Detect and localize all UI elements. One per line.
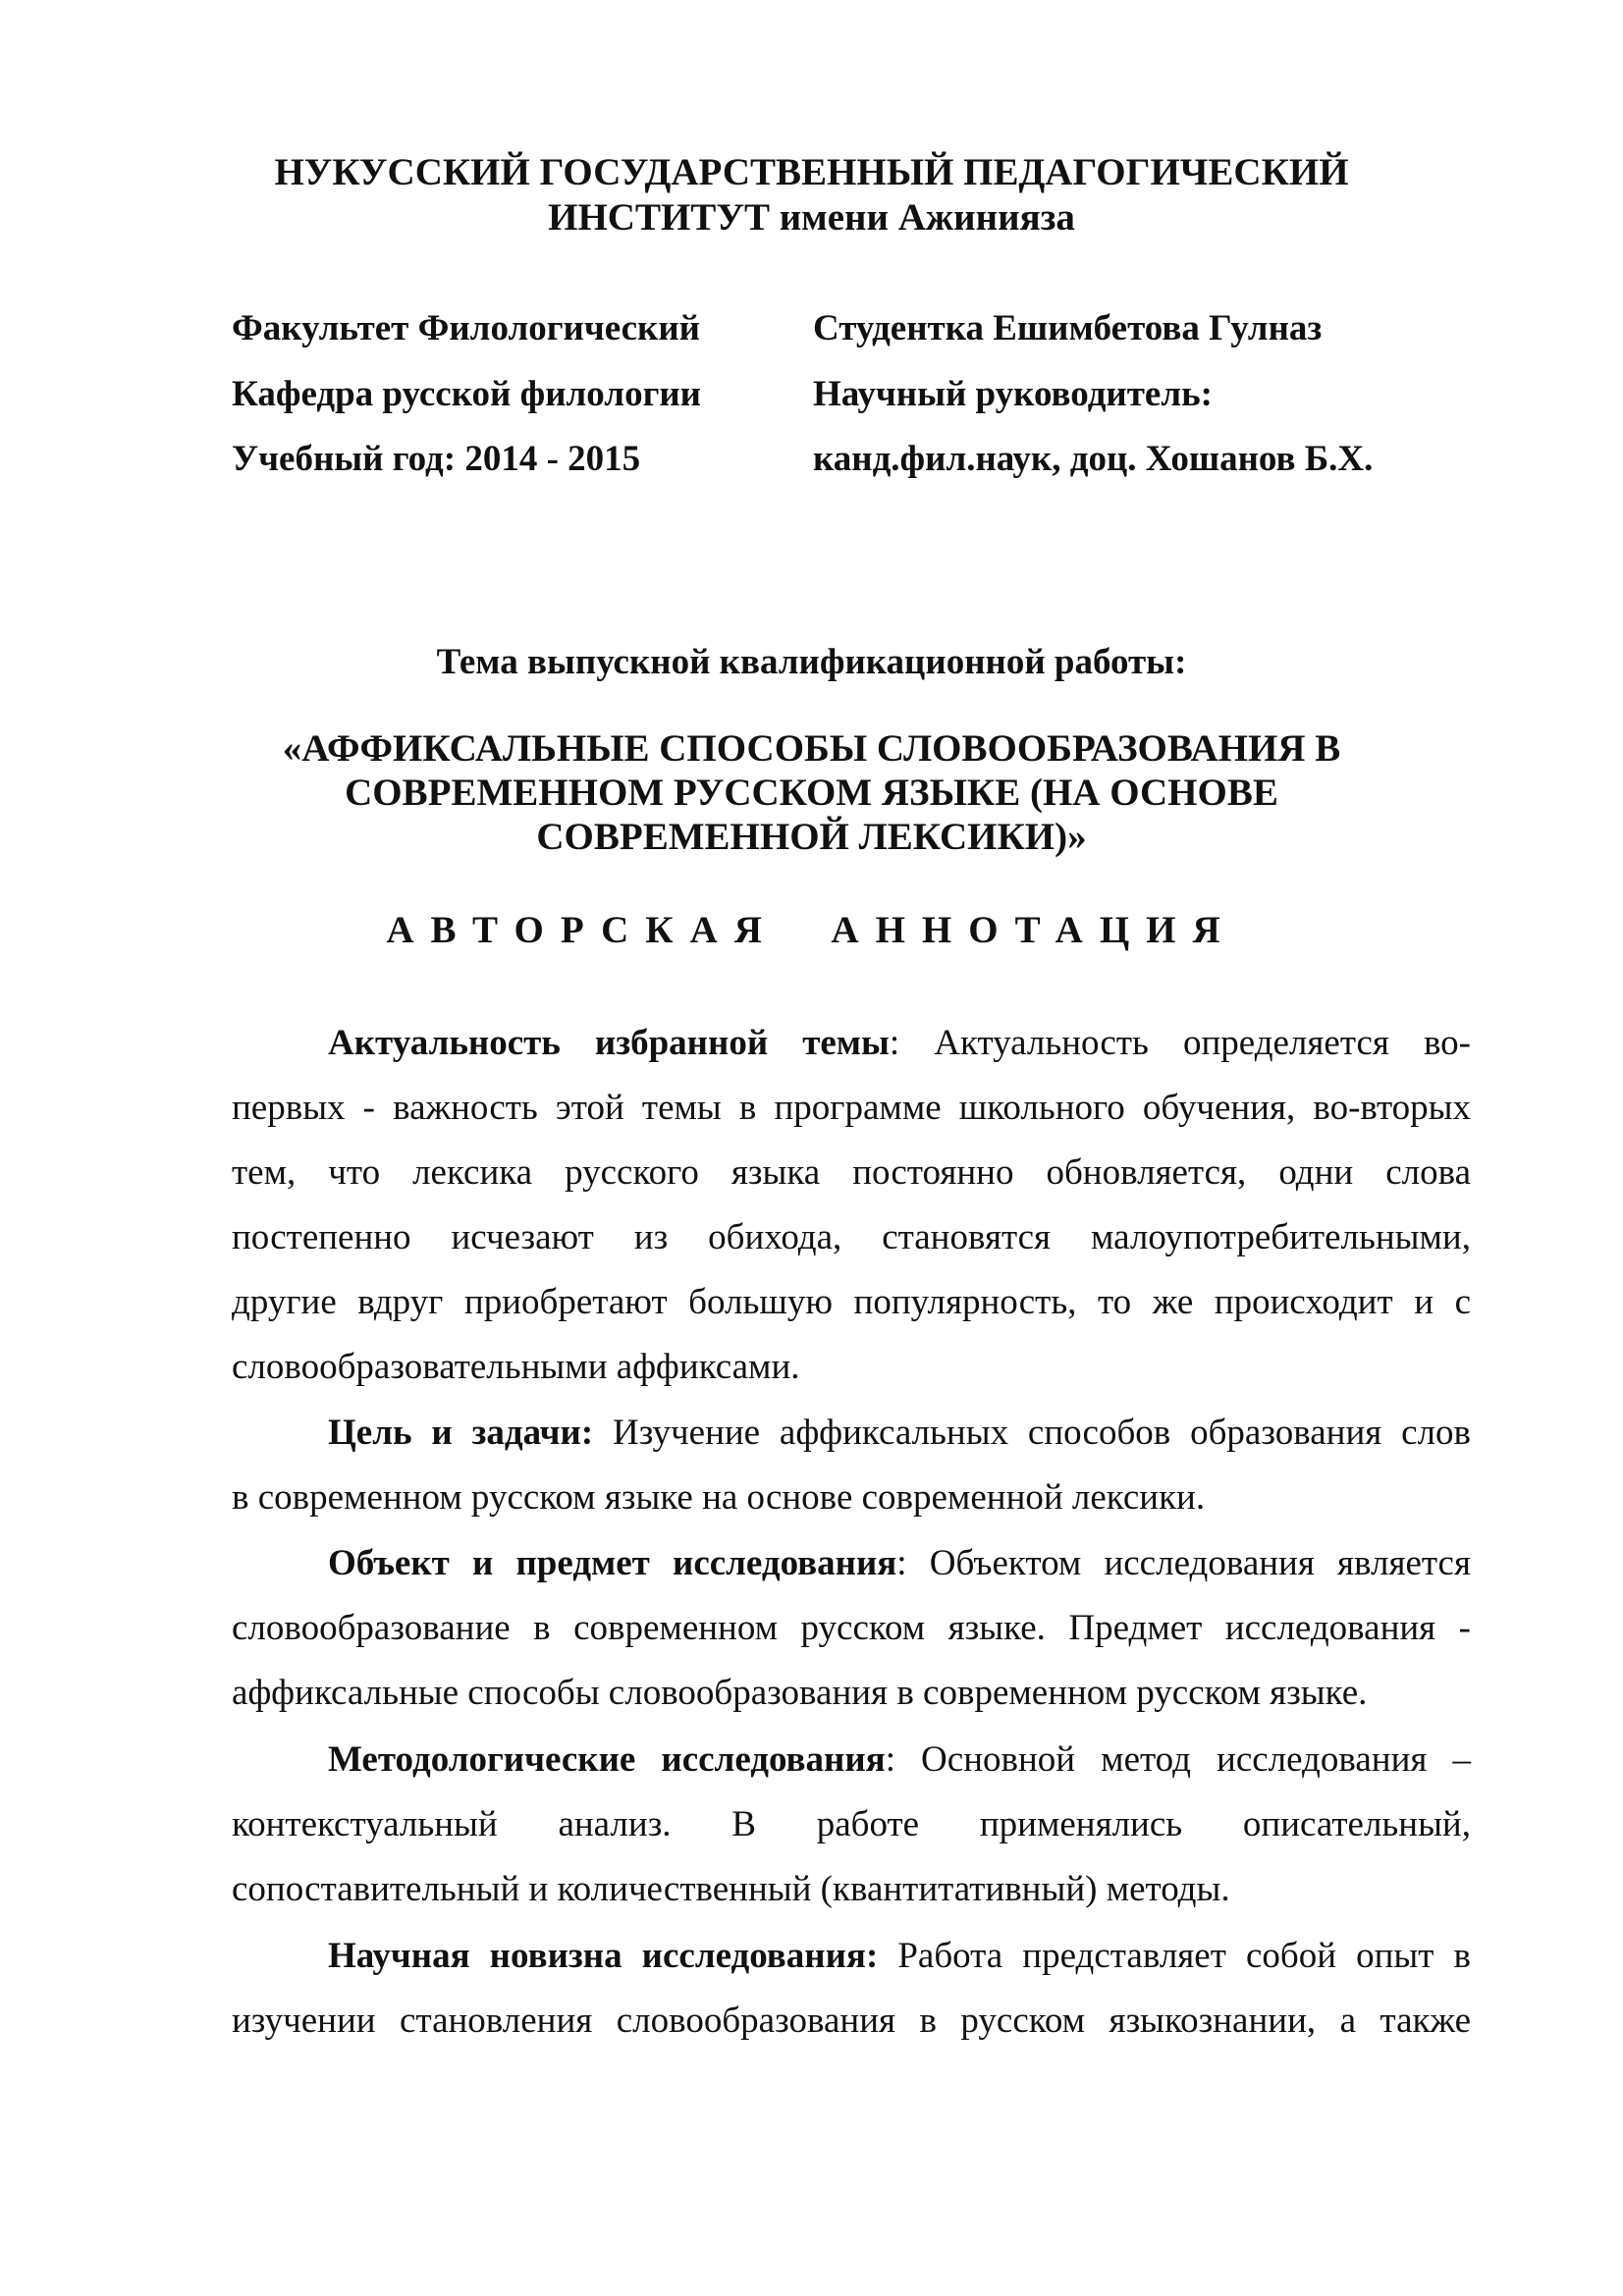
object-text1: : Объектом исследования является — [896, 1543, 1471, 1583]
goal-line1 — [232, 1401, 1471, 1466]
relevance-line3: тем, что лексика русского языка постоянно обновляется, одни слова — [232, 1152, 1471, 1193]
object-line1 — [232, 1531, 1471, 1596]
relevance-line1 — [232, 1011, 1471, 1076]
academic-year-line: Учебный год: 2014 - 2015 — [232, 439, 641, 479]
faculty-line: Факультет Филологический — [232, 308, 700, 348]
thesis-title — [0, 726, 1623, 859]
relevance-line2: первых - важность этой темы в программе школьного обучения, во-вторых — [232, 1088, 1471, 1128]
department-line: Кафедра русской филологии — [232, 374, 702, 414]
goal-text1: Изучение аффиксальных способов образования слов — [593, 1413, 1471, 1453]
methods-lead: Методологические исследования — [328, 1739, 886, 1780]
goal-paragraph — [232, 1401, 1471, 1530]
methods-paragraph — [232, 1728, 1471, 1922]
thesis-title-line2: СОВРЕМЕННОМ РУССКОМ ЯЗЫКЕ (НА ОСНОВЕ — [345, 772, 1278, 814]
methods-line3: сопоставительный и количественный (квантитативный) методы. — [232, 1869, 1230, 1909]
supervisor-line: канд.фил.наук, доц. Хошанов Б.Х. — [813, 439, 1374, 479]
student-line: Студентка Ешимбетова Гулназ — [813, 308, 1323, 348]
relevance-text1: : Актуальность определяется во- — [889, 1023, 1471, 1063]
thesis-title-line3: СОВРЕМЕННОЙ ЛЕКСИКИ)» — [536, 816, 1087, 858]
goal-line2: в современном русском языке на основе современной лексики. — [232, 1477, 1206, 1518]
novelty-paragraph — [232, 1924, 1471, 2054]
institute-name-line1: НУКУССКИЙ ГОСУДАРСТВЕННЫЙ ПЕДАГОГИЧЕСКИЙ — [274, 151, 1349, 193]
thesis-title-line1: «АФФИКСАЛЬНЫЕ СПОСОБЫ СЛОВООБРАЗОВАНИЯ В — [282, 727, 1341, 770]
relevance-lead: Актуальность избранной темы — [328, 1023, 890, 1063]
relevance-line4: постепенно исчезают из обихода, становятся малоупотребительными, — [232, 1217, 1471, 1257]
relevance-paragraph — [232, 1011, 1471, 1400]
novelty-line1 — [232, 1924, 1471, 1989]
methods-line2: контекстуальный анализ. В работе применялись описательный, — [232, 1804, 1471, 1844]
novelty-text1: Работа представляет собой опыт в — [878, 1936, 1471, 1976]
supervisor-label: Научный руководитель: — [813, 374, 1213, 414]
methods-text1: : Основной метод исследования – — [885, 1739, 1471, 1780]
institute-name-line2: ИНСТИТУТ имени Ажинияза — [548, 196, 1075, 239]
relevance-line6: словообразовательными аффиксами. — [232, 1347, 800, 1387]
institute-header — [0, 150, 1623, 240]
novelty-lead: Научная новизна исследования: — [328, 1936, 879, 1976]
theme-label: Тема выпускной квалификационной работы: — [436, 642, 1187, 682]
object-line3: аффиксальные способы словообразования в современном русском языке. — [232, 1673, 1368, 1713]
methods-line1 — [232, 1728, 1471, 1792]
goal-lead: Цель и задачи: — [328, 1413, 594, 1453]
object-lead: Объект и предмет исследования — [328, 1543, 897, 1583]
object-paragraph — [232, 1531, 1471, 1726]
object-line2: словообразование в современном русском языке. Предмет исследования - — [232, 1608, 1471, 1648]
novelty-line2: изучении становления словообразования в русском языкознании, а также — [232, 2001, 1471, 2041]
relevance-line5: другие вдруг приобретают большую популярность, то же происходит и с — [232, 1282, 1471, 1322]
annotation-heading: АВТОРСКАЯ АННОТАЦИЯ — [386, 909, 1237, 951]
